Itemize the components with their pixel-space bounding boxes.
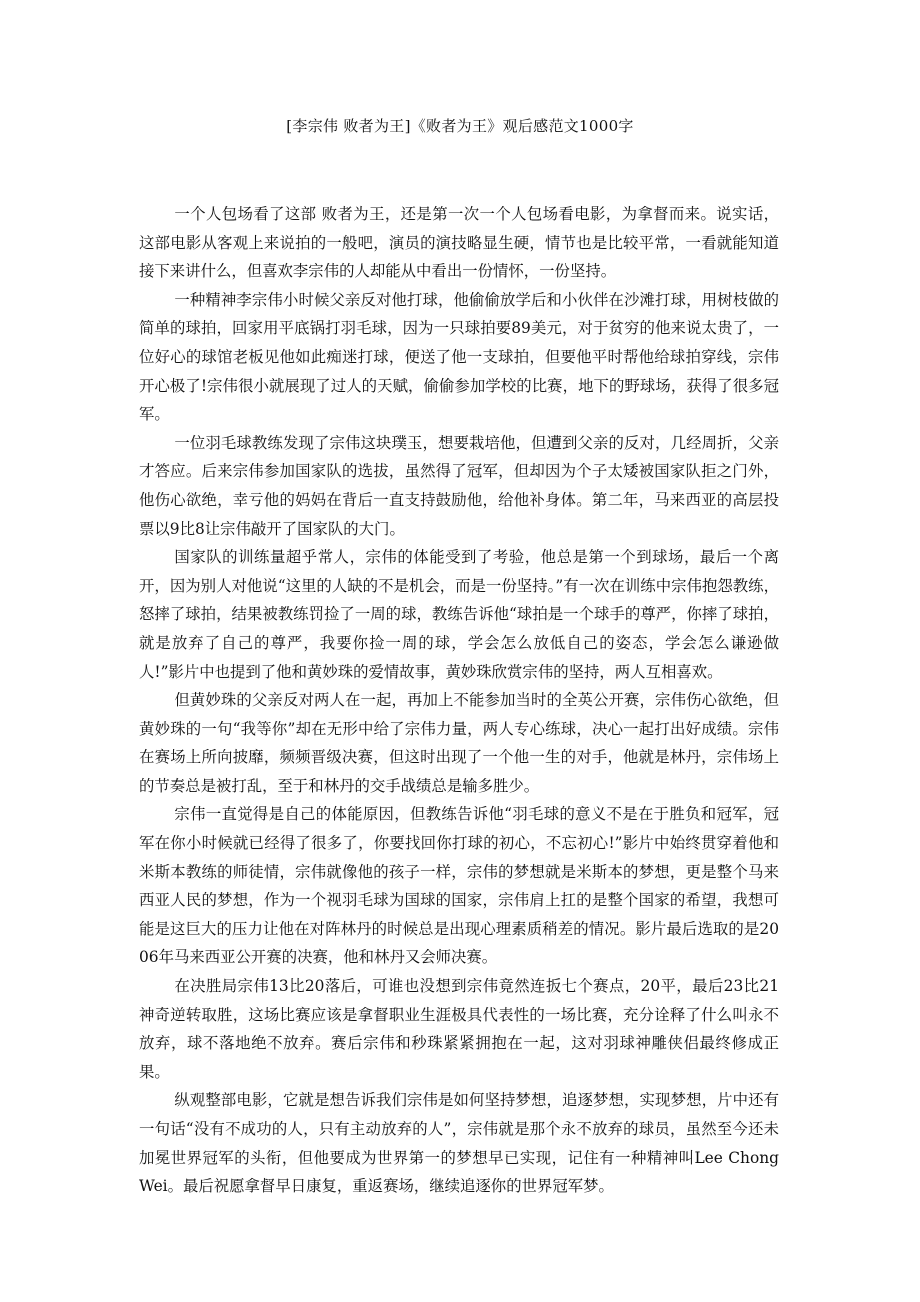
paragraph: 国家队的训练量超乎常人，宗伟的体能受到了考验，他总是第一个到球场，最后一个离开，因为别人对他说“这里的人缺的不是机会，而是一份坚持。”有一次在训练中宗伟抱怨教练，怒摔了球拍，结果被教练罚捡了一周的球，教练告诉他“球拍是一个球手的尊严，你摔了球拍，就是放弃了自己的尊严，我要你捡一周的球，学会怎么放低自己的姿态，学会怎么谦逊做人!”影片中也提到了他和黄妙珠的爱情故事，黄妙珠欣赏宗伟的坚持，两人互相喜欢。 bbox=[139, 548, 779, 681]
paragraph: 纵观整部电影，它就是想告诉我们宗伟是如何坚持梦想，追逐梦想，实现梦想，片中还有一句话“没有不成功的人，只有主动放弃的人”，宗伟就是那个永不放弃的球员，虽然至今还未加冕世界冠军的头衔，但他要成为世界第一的梦想早已实现，记住有一种精神叫Lee Chong Wei。最后祝愿拿督早日康复，重返赛场，继续追逐你的世界冠军梦。 bbox=[139, 1091, 779, 1196]
document-body bbox=[139, 200, 779, 1201]
paragraph: 一位羽毛球教练发现了宗伟这块璞玉，想要栽培他，但遭到父亲的反对，几经周折，父亲才答应。后来宗伟参加国家队的选拔，虽然得了冠军，但却因为个子太矮被国家队拒之门外，他伤心欲绝，幸亏他的妈妈在背后一直支持鼓励他，给他补身体。第二年，马来西亚的高层投票以9比8让宗伟敲开了国家队的大门。 bbox=[139, 433, 779, 538]
paragraph: 在决胜局宗伟13比20落后，可谁也没想到宗伟竟然连扳七个赛点，20平，最后23比21神奇逆转取胜，这场比赛应该是拿督职业生涯极具代表性的一场比赛，充分诠释了什么叫永不放弃，球不落地绝不放弃。赛后宗伟和秒珠紧紧拥抱在一起，这对羽球神雕侠侣最终修成正果。 bbox=[139, 977, 779, 1081]
paragraph: 一个人包场看了这部 败者为王，还是第一次一个人包场看电影，为拿督而来。说实话，这部电影从客观上来说拍的一般吧，演员的演技略显生硬，情节也是比较平常，一看就能知道接下来讲什么，但喜欢李宗伟的人却能从中看出一份情怀，一份坚持。 bbox=[139, 205, 779, 281]
paragraph: 但黄妙珠的父亲反对两人在一起，再加上不能参加当时的全英公开赛，宗伟伤心欲绝，但黄妙珠的一句“我等你”却在无形中给了宗伟力量，两人专心练球，决心一起打出好成绩。宗伟在赛场上所向披靡，频频晋级决赛，但这时出现了一个他一生的对手，他就是林丹，宗伟场上的节奏总是被打乱，至于和林丹的交手战绩总是输多胜少。 bbox=[139, 691, 779, 795]
paragraph: 一种精神李宗伟小时候父亲反对他打球，他偷偷放学后和小伙伴在沙滩打球，用树枝做的简单的球拍，回家用平底锅打羽毛球，因为一只球拍要89美元，对于贫穷的他来说太贵了，一位好心的球馆老板见他如此痴迷打球，便送了他一支球拍，但要他平时帮他给球拍穿线，宗伟开心极了!宗伟很小就展现了过人的天赋，偷偷参加学校的比赛，地下的野球场，获得了很多冠军。 bbox=[139, 290, 779, 424]
document-title: [李宗伟 败者为王]《败者为王》观后感范文1000字 bbox=[286, 117, 634, 135]
paragraph: 宗伟一直觉得是自己的体能原因，但教练告诉他“羽毛球的意义不是在于胜负和冠军，冠军在你小时候就已经得了很多了，你要找回你打球的初心，不忘初心!”影片中始终贯穿着他和米斯本教练的师徒情，宗伟就像他的孩子一样，宗伟的梦想就是米斯本的梦想，更是整个马来西亚人民的梦想，作为一个视羽毛球为国球的国家，宗伟肩上扛的是整个国家的希望，我想可能是这巨大的压力让他在对阵林丹的时候总是出现心理素质稍差的情况。影片最后选取的是2006年马来西亚公开赛的决赛，他和林丹又会师决赛。 bbox=[139, 805, 779, 967]
